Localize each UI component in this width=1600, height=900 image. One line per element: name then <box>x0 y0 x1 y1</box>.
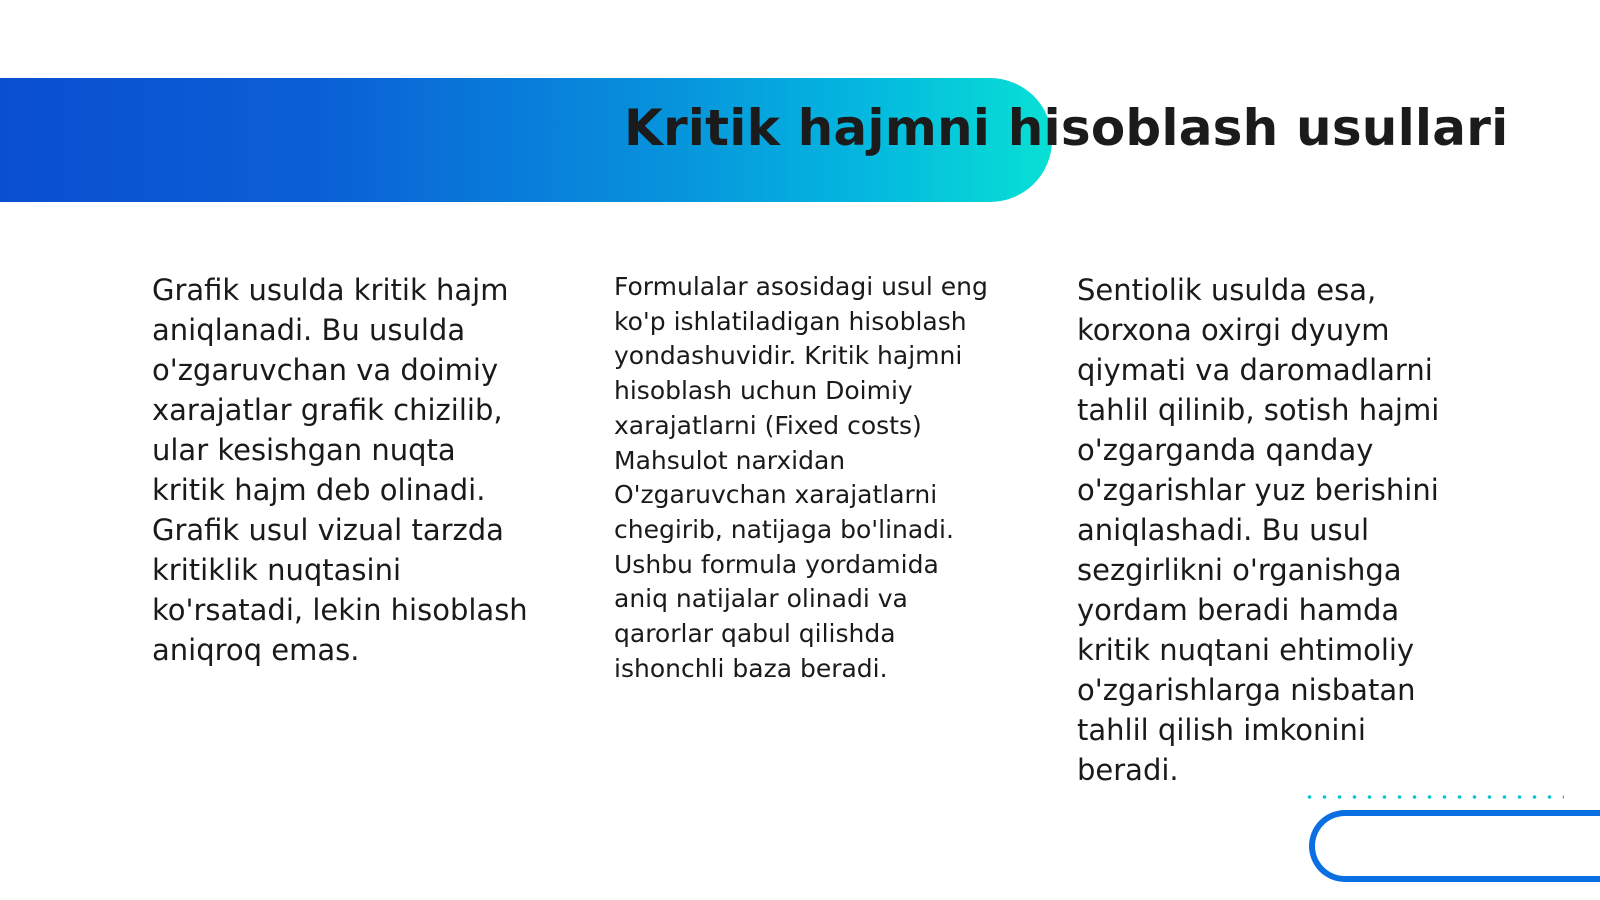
decorative-dot-line <box>1302 795 1564 799</box>
decorative-rounded-outline <box>1309 810 1600 882</box>
column-formula-method: Formulalar asosidagi usul eng ko'p ishlatiladigan hisoblash yondashuvidir. Kritik hajmni hisoblash uchun Doimiy xarajatlarni (Fixed costs) Mahsulot narxidan O'zgaruvchan xarajatlarni chegirib, natijaga bo'linadi. Ushbu formula yordamida aniq natijalar olinadi va qarorlar qabul qilishda ishonchli baza beradi. <box>614 272 988 683</box>
column-sensitivity-method: Sentiolik usulda esa, korxona oxirgi dyuym qiymati va daromadlarni tahlil qilinib, sotish hajmi o'zgarganda qanday o'zgarishlar yuz berishini aniqlashadi. Bu usul sezgirlikni o'rganishga yordam beradi hamda kritik nuqtani ehtimoliy o'zgarishlarga nisbatan tahlil qilish imkonini beradi. <box>1077 273 1440 787</box>
column-graphic-method: Grafik usulda kritik hajm aniqlanadi. Bu usulda o'zgaruvchan va doimiy xarajatlar grafik chizilib, ular kesishgan nuqta kritik hajm deb olinadi. Grafik usul vizual tarzda kritiklik nuqtasini ko'rsatadi, lekin hisoblash aniqroq emas. <box>152 273 528 667</box>
slide-title: Kritik hajmni hisoblash usullari <box>624 99 1509 157</box>
